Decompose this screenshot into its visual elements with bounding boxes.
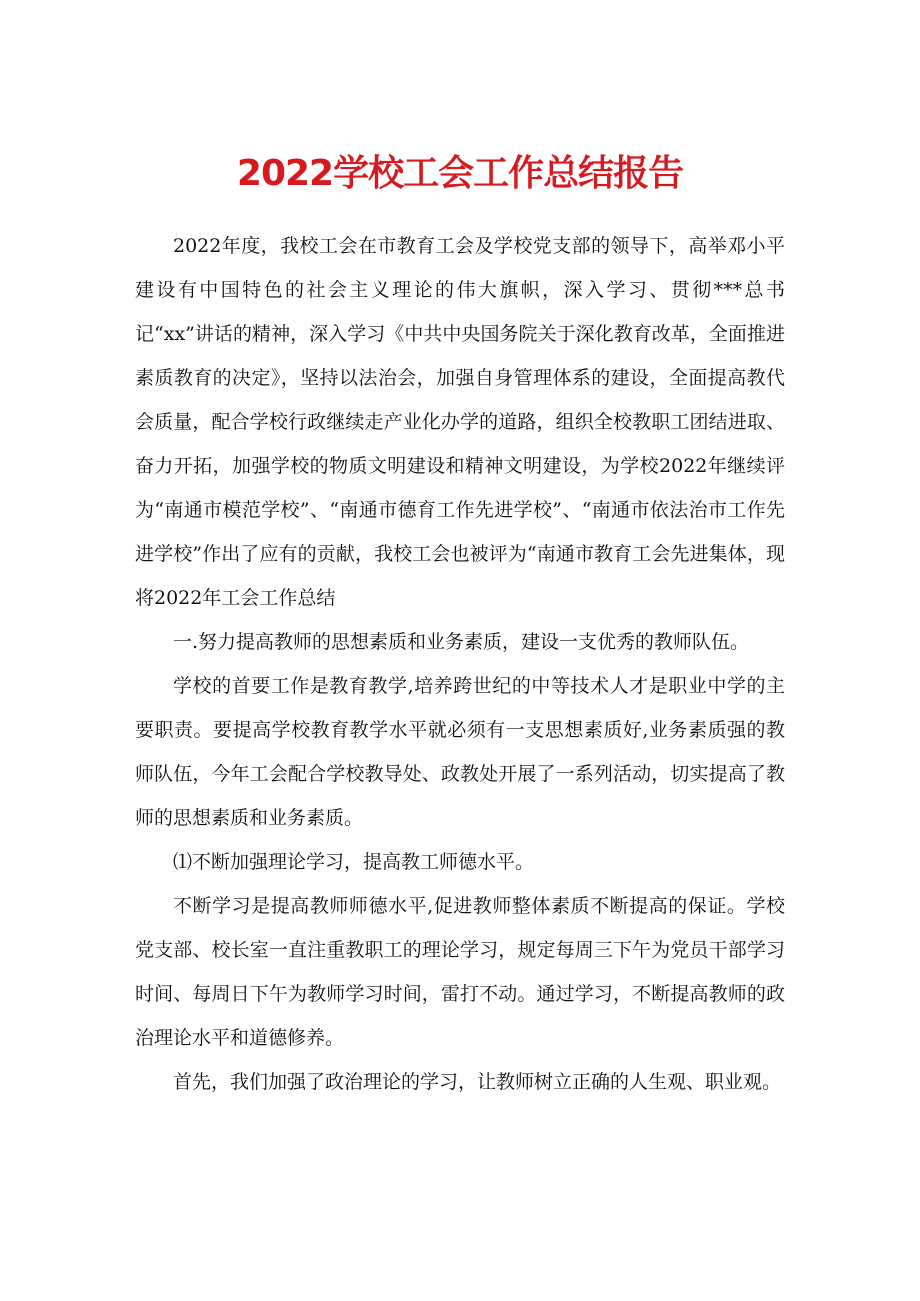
paragraph-teaching: 学校的首要工作是教育教学,培养跨世纪的中等技术人才是职业中学的主要职责。要提高学校教育教学水平就必须有一支思想素质好,业务素质强的教师队伍，今年工会配合学校教导处、政教处开展了一系列活动，切实提高了教师的思想素质和业务素质。 — [135, 675, 785, 829]
document-body — [135, 224, 785, 1104]
subsection-heading-1: ⑴不断加强理论学习，提高教工师德水平。 — [173, 851, 535, 873]
section-heading-1: 一.努力提高教师的思想素质和业务素质，建设一支优秀的教师队伍。 — [173, 631, 750, 653]
paragraph-first: 首先，我们加强了政治理论的学习，让教师树立正确的人生观、职业观。 — [173, 1071, 782, 1093]
document-title: 2022学校工会工作总结报告 — [236, 153, 684, 195]
paragraph-intro: 2022年度，我校工会在市教育工会及学校党支部的领导下，高举邓小平建设有中国特色的社会主义理论的伟大旗帜，深入学习、贯彻***总书记“xx”讲话的精神，深入学习《中共中央国务院关于深化教育改革，全面推进素质教育的决定》，坚持以法治会，加强自身管理体系的建设，全面提高教代会质量，配合学校行政继续走产业化办学的道路，组织全校教职工团结进取、奋力开拓，加强学校的物质文明建设和精神文明建设，为学校2022年继续评为“南通市模范学校”、“南通市德育工作先进学校”、“南通市依法治市工作先进学校”作出了应有的贡献，我校工会也被评为“南通市教育工会先进集体，现将2022年工会工作总结 — [135, 235, 785, 609]
paragraph-study: 不断学习是提高教师师德水平,促进教师整体素质不断提高的保证。学校党支部、校长室一直注重教职工的理论学习，规定每周三下午为党员干部学习时间、每周日下午为教师学习时间，雷打不动。通过学习，不断提高教师的政治理论水平和道德修养。 — [135, 895, 785, 1049]
